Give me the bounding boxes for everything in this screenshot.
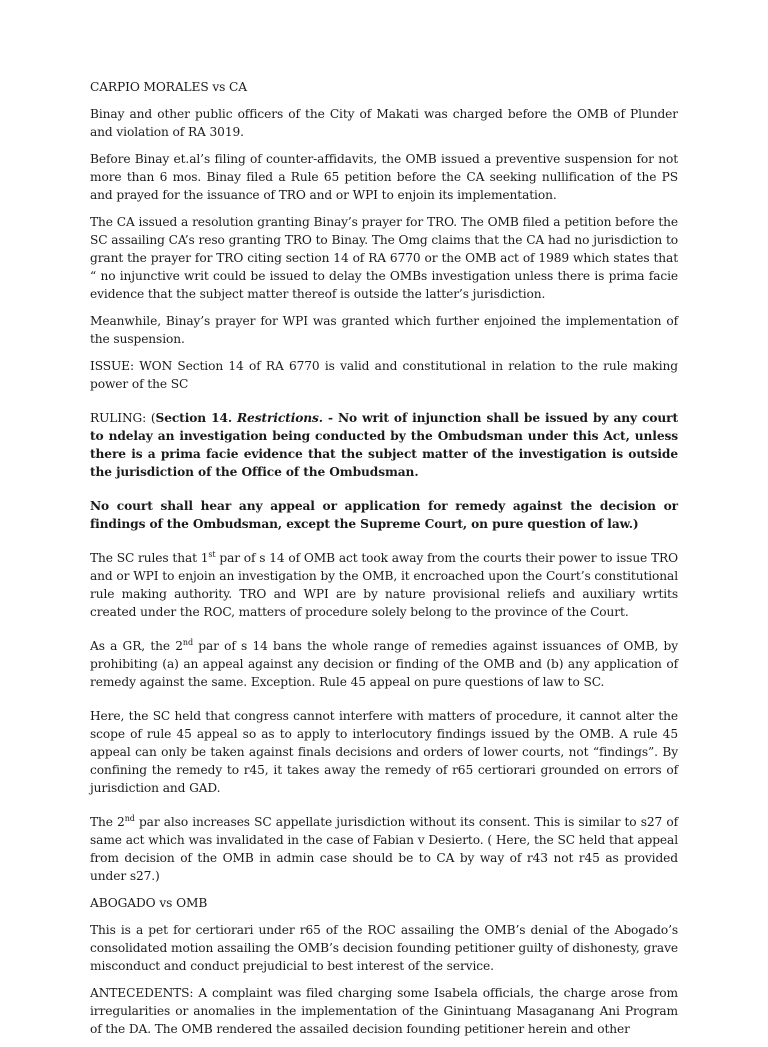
text-run: The 2: [90, 815, 125, 829]
paragraph-preventive-suspension: Before Binay et.al’s filing of counter-affidavits, the OMB issued a preventive suspension for not more than 6 mos. Binay filed a Rule 65 petition before the CA seeking nullification of the PS and prayed for the issuance of TRO and or WPI to enjoin its implementation.: [90, 152, 678, 202]
text-run: par of s 14 bans the whole range of remedies against issuances of OMB, by prohibiting (a) an appeal against any decision or finding of the OMB and (b) any application of remedy against the same. Exception. Rule 45 appeal on pure questions of law to SC.: [90, 639, 678, 689]
paragraph-no-court-appeal: No court shall hear any appeal or application for remedy against the decision or findings of the Ombudsman, except the Supreme Court, on pure question of law.): [90, 499, 678, 531]
superscript: st: [208, 549, 216, 559]
case-title-carpio-morales: CARPIO MORALES vs CA: [90, 80, 247, 94]
ruling-body: - No writ of injunction shall be issued by any court to ndelay an investigation being conducted by the Ombudsman under this Act, unless there is a prima facie evidence that the subject matter of the investigation is outside the jurisdiction of the Office of the Ombudsman.: [90, 411, 678, 479]
paragraph-ca-tro: The CA issued a resolution granting Binay’s prayer for TRO. The OMB filed a petition before the SC assailing CA’s reso granting TRO to Binay. The Omg claims that the CA had no jurisdiction to grant the prayer for TRO citing section 14 of RA 6770 or the OMB act of 1989 which states that “ no injunctive writ could be issued to delay the OMBs investigation unless there is prima facie evidence that the subject matter thereof is outside the latter’s jurisdiction.: [90, 215, 678, 301]
text-run: As a GR, the 2: [90, 639, 183, 653]
superscript: nd: [182, 637, 193, 647]
paragraph-charges: Binay and other public officers of the City of Makati was charged before the OMB of Plunder and violation of RA 3019.: [90, 107, 678, 139]
case-title-abogado: ABOGADO vs OMB: [90, 896, 208, 910]
paragraph-ruling: [90, 409, 678, 481]
paragraph-congress-procedure: Here, the SC held that congress cannot interfere with matters of procedure, it cannot alter the scope of rule 45 appeal so as to apply to interlocutory findings issued by the OMB. A rule 45 appeal can only be taken against finals decisions and orders of lower courts, not “findings”. By confining the remedy to r45, it takes away the remedy of r65 certiorari grounded on errors of jurisdiction and GAD.: [90, 709, 678, 795]
paragraph-certiorari: This is a pet for certiorari under r65 of the ROC assailing the OMB’s denial of the Abogado’s consolidated motion assailing the OMB’s decision founding petitioner guilty of dishonesty, grave misconduct and conduct prejudicial to best interest of the service.: [90, 923, 678, 973]
paragraph-wpi: Meanwhile, Binay’s prayer for WPI was granted which further enjoined the implementation of the suspension.: [90, 314, 678, 346]
ruling-restrictions: Restrictions.: [237, 411, 323, 425]
ruling-lead: RULING: (: [90, 411, 156, 425]
superscript: nd: [124, 813, 135, 823]
paragraph-appellate-jurisdiction: [90, 813, 678, 885]
document-page: [90, 78, 678, 1047]
text-run: par also increases SC appellate jurisdiction without its consent. This is similar to s27 of same act which was invalidated in the case of Fabian v Desierto. ( Here, the SC held that appeal from decision of the OMB in admin case should be to CA by way of r43 not r45 as provided under s27.): [90, 815, 678, 883]
paragraph-second-par: [90, 637, 678, 691]
text-run: par of s 14 of OMB act took away from the courts their power to issue TRO and or WPI to enjoin an investigation by the OMB, it encroached upon the Court’s constitutional rule making authority. TRO and WPI are by nature provisional reliefs and auxiliary wrtits created under the ROC, matters of procedure solely belong to the province of the Court.: [90, 551, 679, 619]
ruling-section: Section 14.: [155, 411, 238, 425]
paragraph-issue: ISSUE: WON Section 14 of RA 6770 is valid and constitutional in relation to the rule making power of the SC: [90, 359, 678, 391]
text-run: The SC rules that 1: [90, 551, 209, 565]
paragraph-first-par: [90, 549, 678, 621]
paragraph-antecedents: ANTECEDENTS: A complaint was filed charging some Isabela officials, the charge arose from irregularities or anomalies in the implementation of the Ginintuang Masaganang Ani Program of the DA. The OMB rendered the assailed decision founding petitioner herein and other: [90, 986, 678, 1036]
